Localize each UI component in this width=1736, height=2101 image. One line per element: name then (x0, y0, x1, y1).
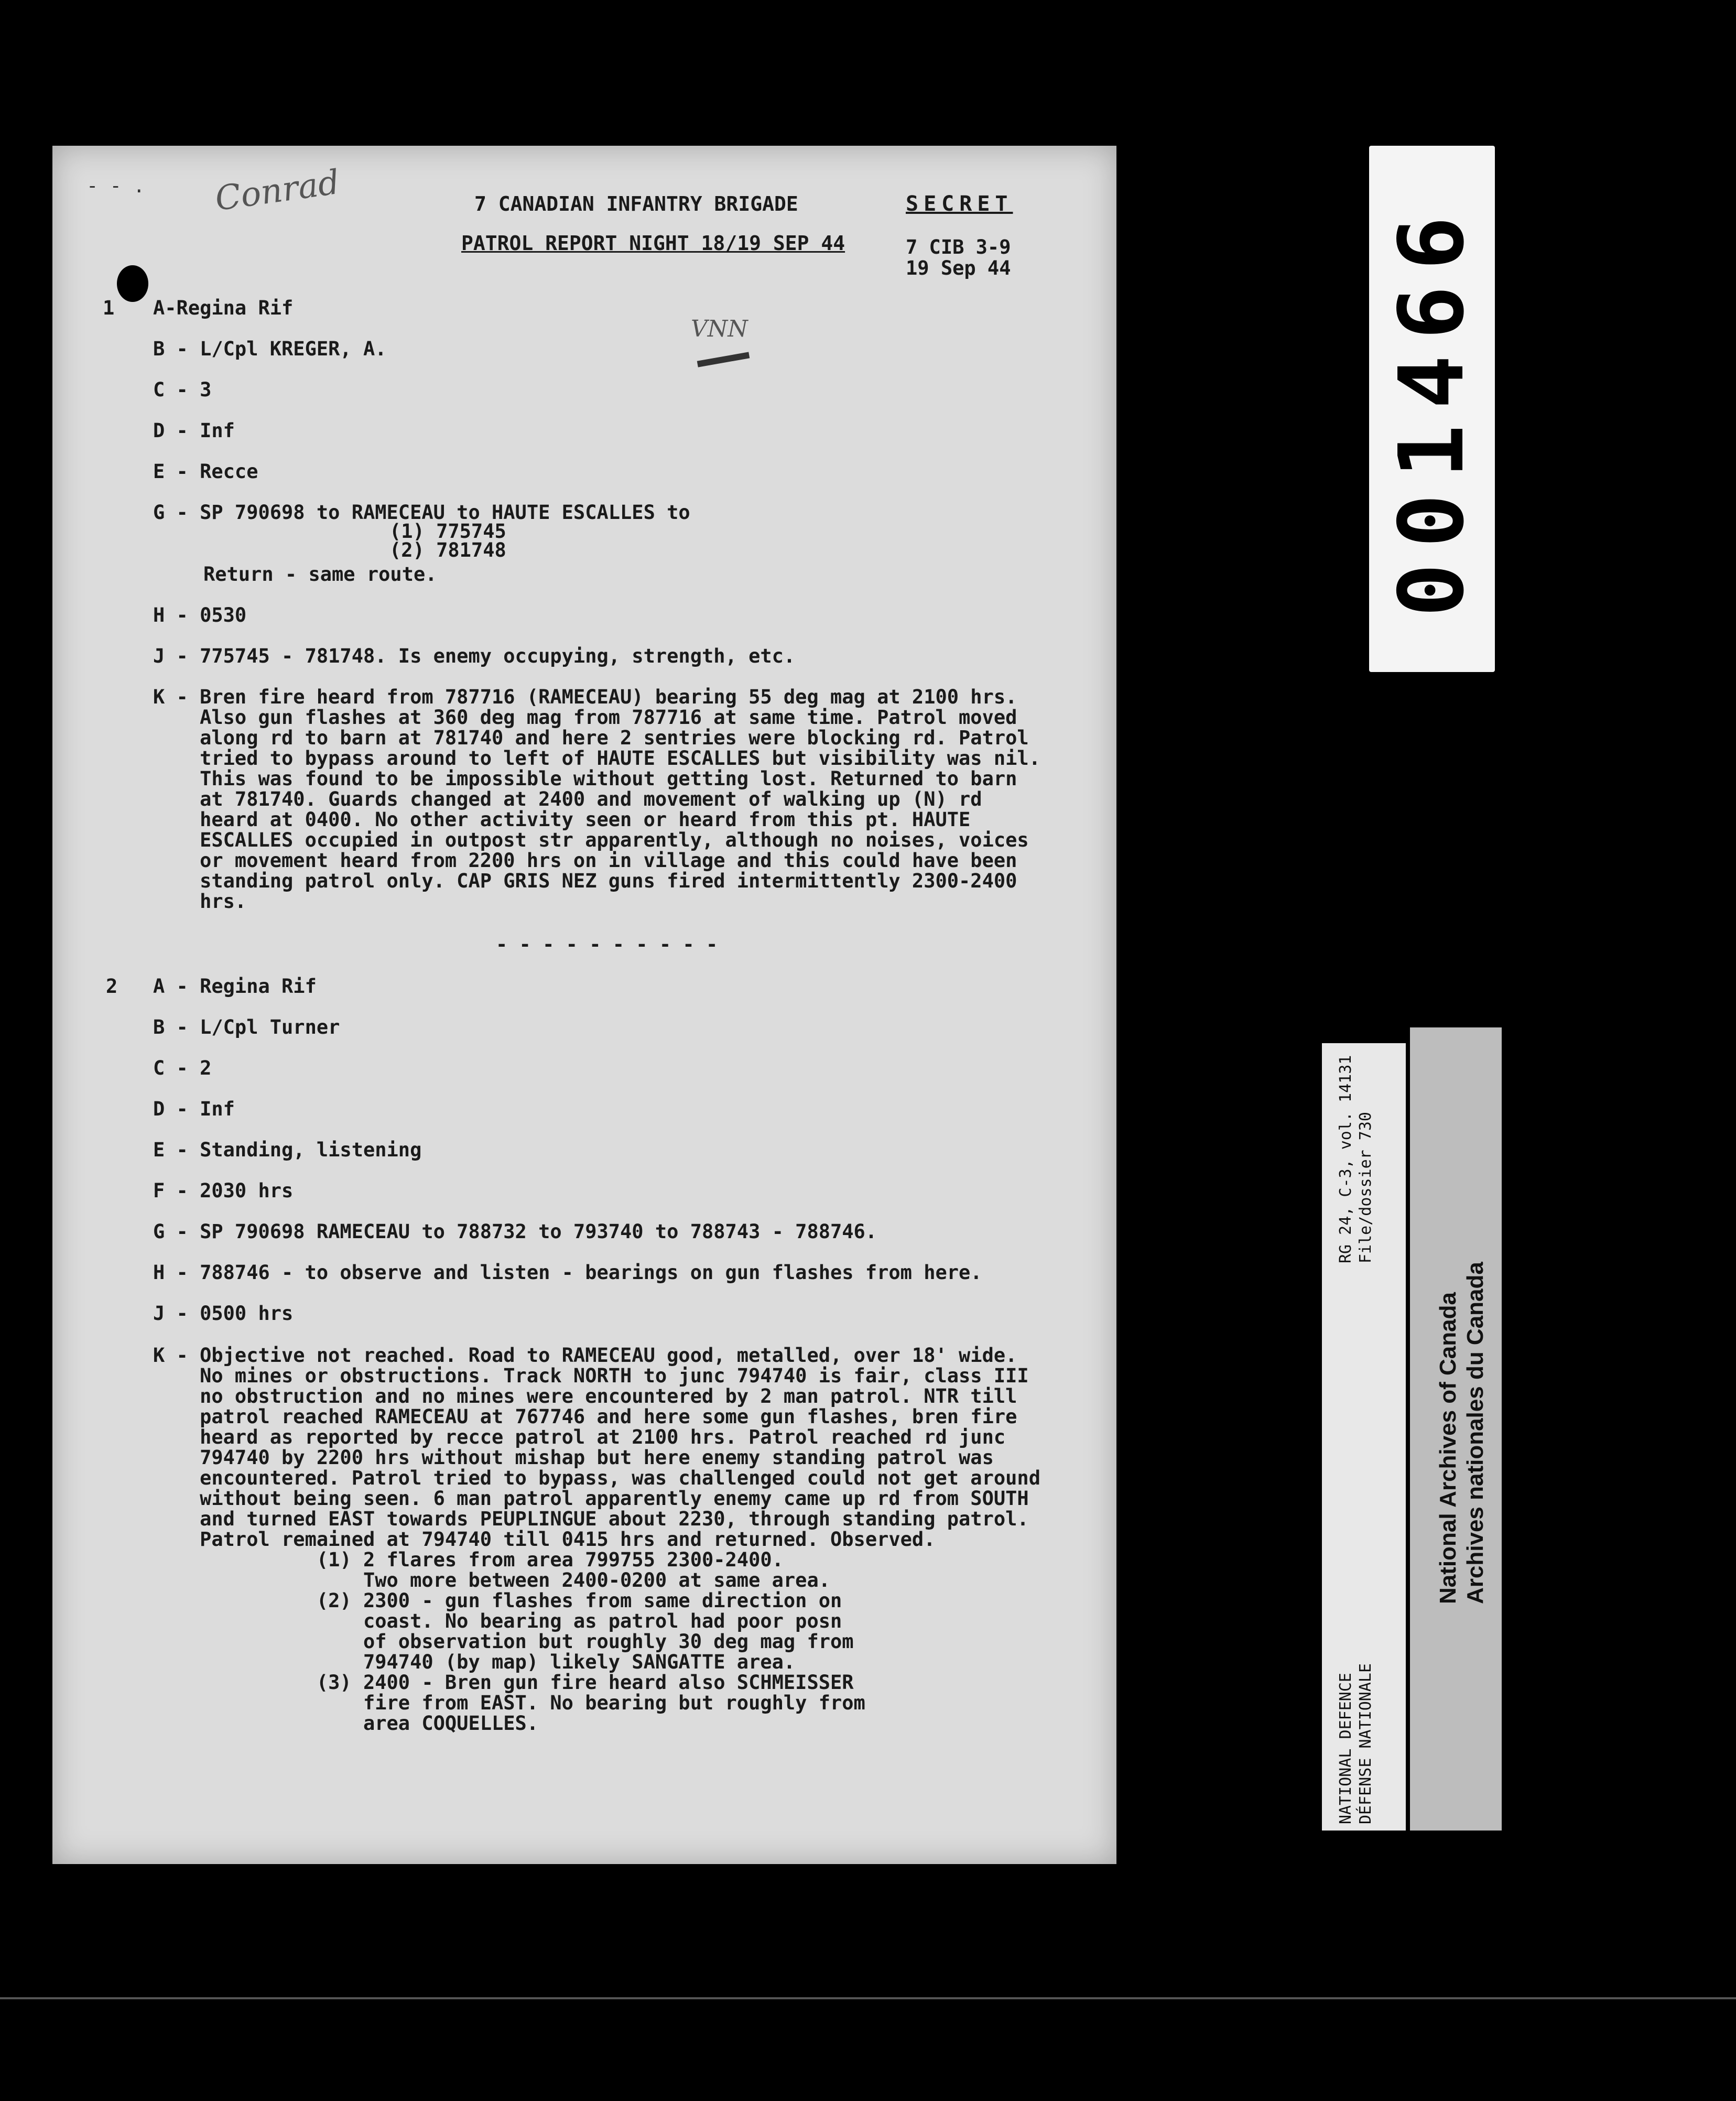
report-line: 794740 by 2200 hrs without mishap but here enemy standing patrol was (153, 1446, 994, 1469)
report-line: K - Bren fire heard from 787716 (RAMECEAU) bearing 55 deg mag at 2100 hrs. (153, 686, 1017, 708)
report-line: No mines or obstructions. Track NORTH to junc 794740 is fair, class III (153, 1364, 1029, 1387)
report-line: tried to bypass around to left of HAUTE ESCALLES but visibility was nil. (153, 747, 1040, 770)
report-line: Two more between 2400-0200 at same area. (153, 1569, 831, 1591)
report-line: of observation but roughly 30 deg mag from (153, 1630, 854, 1653)
report-line: and turned EAST towards PEUPLINGUE about 2230, through standing patrol. (153, 1508, 1029, 1530)
section-separator: - - - - - - - - - - (496, 933, 718, 956)
patrol1-time: H - 0530 (153, 604, 247, 626)
patrol1-strength: C - 3 (153, 378, 212, 401)
patrol1-route-point-2: (2) 781748 (389, 539, 506, 561)
patrol2-task: H - 788746 - to observe and listen - bearings on gun flashes from here. (153, 1261, 982, 1284)
patrol2-unit: A - Regina Rif (153, 975, 317, 998)
report-line: K - Objective not reached. Road to RAMECEAU good, metalled, over 18' wide. (153, 1344, 1017, 1367)
reference-number: 7 CIB 3-9 (906, 236, 1011, 258)
patrol1-route: G - SP 790698 to RAMECEAU to HAUTE ESCALLES to (153, 501, 690, 524)
report-date: 19 Sep 44 (906, 257, 1011, 279)
report-line: fire from EAST. No bearing but roughly from (153, 1692, 865, 1714)
patrol2-start-time: F - 2030 hrs (153, 1179, 294, 1202)
report-title: PATROL REPORT NIGHT 18/19 SEP 44 (461, 232, 845, 255)
report-line: (2) 2300 - gun flashes from same direction on (153, 1589, 842, 1612)
report-line: Patrol remained at 794740 till 0415 hrs and returned. Observed. (153, 1528, 936, 1551)
department-line-1: NATIONAL DEFENCE (1337, 1673, 1355, 1824)
report-line: at 781740. Guards changed at 2400 and movement of walking up (N) rd (153, 788, 982, 810)
report-line: encountered. Patrol tried to bypass, was challenged could not get around (153, 1467, 1040, 1489)
report-line: standing patrol only. CAP GRIS NEZ guns fired intermittently 2300-2400 (153, 870, 1017, 892)
report-line: heard at 0400. No other activity seen or heard from this pt. HAUTE (153, 808, 971, 831)
corner-handwriting: Conrad (212, 163, 342, 219)
patrol2-arm: D - Inf (153, 1098, 235, 1120)
patrol2-strength: C - 2 (153, 1057, 212, 1079)
patrol1-return: Return - same route. (203, 563, 437, 586)
patrol2-leader: B - L/Cpl Turner (153, 1016, 340, 1038)
report-line: without being seen. 6 man patrol apparently enemy came up rd from SOUTH (153, 1487, 1029, 1510)
report-line: hrs. (153, 890, 247, 913)
patrol1-number: 1 (103, 297, 115, 319)
patrol1-arm: D - Inf (153, 419, 235, 442)
patrol2-return-time: J - 0500 hrs (153, 1302, 294, 1325)
archive-ref-line-2: File/dossier 730 (1357, 1112, 1375, 1263)
unit-heading: 7 CANADIAN INFANTRY BRIGADE (474, 192, 798, 215)
report-line: or movement heard from 2200 hrs on in village and this could have been (153, 849, 1017, 872)
report-line: Also gun flashes at 360 deg mag from 787716 at same time. Patrol moved (153, 706, 1017, 729)
patrol1-route-point-1: (1) 775745 (389, 520, 506, 543)
patrol2-route: G - SP 790698 RAMECEAU to 788732 to 793740 to 788743 - 788746. (153, 1220, 877, 1243)
report-line: (3) 2400 - Bren gun fire heard also SCHMEISSER (153, 1671, 854, 1694)
report-line: along rd to barn at 781740 and here 2 sentries were blocking rd. Patrol (153, 727, 1029, 749)
report-line: area COQUELLES. (153, 1712, 539, 1735)
report-line: ESCALLES occupied in outpost str apparently, although no noises, voices (153, 829, 1029, 851)
frame-number: 001466 (1380, 200, 1484, 618)
classification-marking: SECRET (906, 192, 1013, 216)
report-line: coast. No bearing as patrol had poor posn (153, 1610, 842, 1632)
patrol2-number: 2 (106, 975, 118, 998)
report-line: heard as reported by recce patrol at 2100 hrs. Patrol reached rd junc (153, 1426, 1006, 1448)
archive-ref-line-1: RG 24, C-3, vol. 14131 (1337, 1055, 1355, 1263)
initials-handwriting: VNN (691, 316, 748, 342)
report-line: patrol reached RAMECEAU at 767746 and here some gun flashes, bren fire (153, 1405, 1017, 1428)
patrol1-leader: B - L/Cpl KREGER, A. (153, 338, 387, 360)
report-line: (1) 2 flares from area 799755 2300-2400. (153, 1548, 784, 1571)
archive-name-french: Archives nationales du Canada (1462, 1262, 1488, 1604)
corner-dashes: - - . (86, 175, 145, 197)
frame-number-stamp (1369, 146, 1495, 672)
archive-name-english: National Archives of Canada (1435, 1292, 1461, 1604)
report-line: 794740 (by map) likely SANGATTE area. (153, 1651, 796, 1673)
report-line: no obstruction and no mines were encountered by 2 man patrol. NTR till (153, 1385, 1017, 1407)
department-line-2: DÉFENSE NATIONALE (1357, 1663, 1375, 1824)
film-edge-line (0, 1997, 1736, 1999)
report-line: This was found to be impossible without getting lost. Returned to barn (153, 767, 1017, 790)
patrol1-objective: J - 775745 - 781748. Is enemy occupying, strength, etc. (153, 645, 796, 667)
patrol1-unit: A-Regina Rif (153, 297, 294, 319)
punch-hole (117, 265, 148, 302)
patrol2-type: E - Standing, listening (153, 1139, 422, 1161)
patrol1-type: E - Recce (153, 460, 258, 483)
